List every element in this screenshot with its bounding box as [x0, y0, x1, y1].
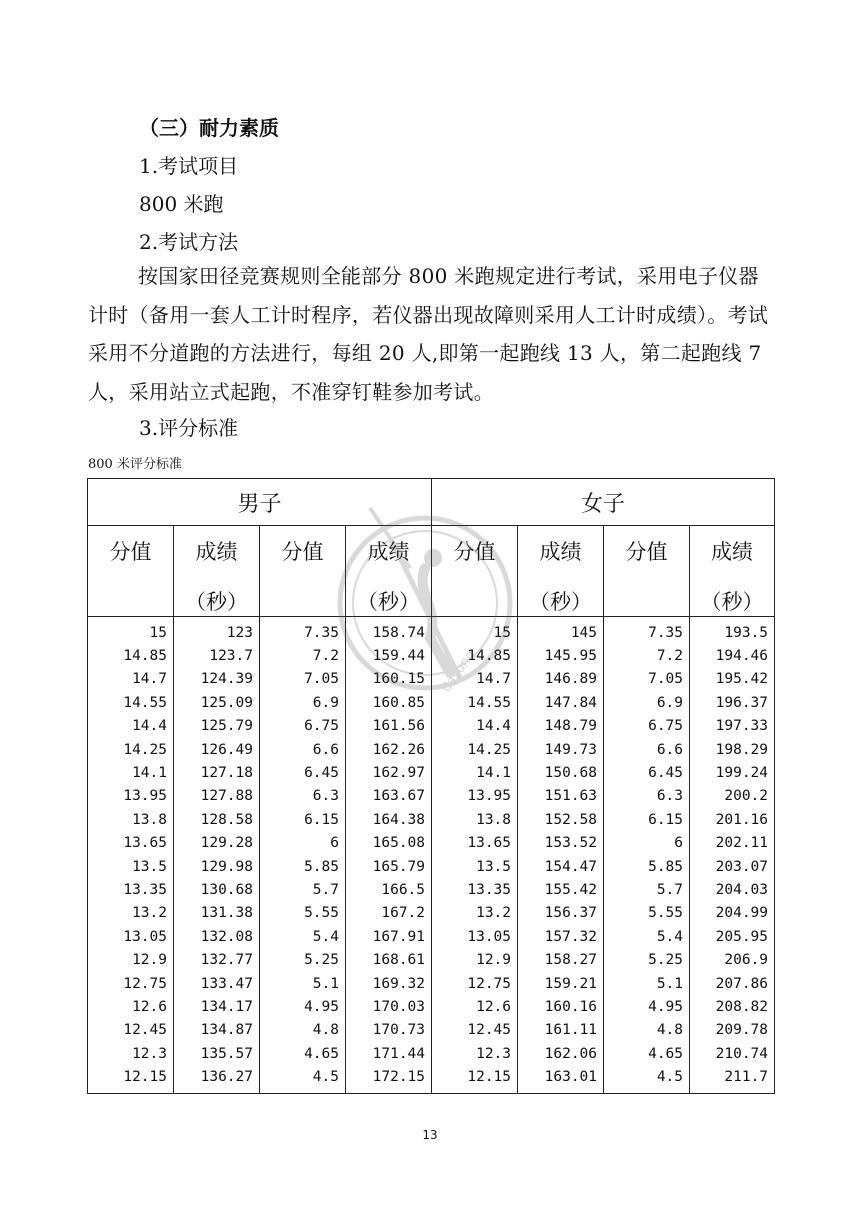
score-cell: 14.4: [88, 715, 174, 738]
female-result-header: [518, 526, 604, 617]
score-cell: 7.35: [260, 617, 346, 645]
score-cell: 4.8: [260, 1019, 346, 1042]
score-cell: 5.55: [604, 902, 690, 925]
table-row: [88, 925, 775, 948]
item1-body: 800 米跑: [139, 192, 224, 216]
result-cell: 163.01: [518, 1065, 604, 1093]
score-cell: 12.9: [88, 948, 174, 971]
table-row: [88, 761, 775, 784]
result-cell: 134.87: [174, 1019, 260, 1042]
score-cell: 12.9: [432, 948, 518, 971]
result-cell: 128.58: [174, 808, 260, 831]
table-row: [88, 785, 775, 808]
result-cell: 195.42: [690, 668, 775, 691]
score-cell: 5.85: [604, 855, 690, 878]
score-cell: 7.2: [604, 644, 690, 667]
result-cell: 152.58: [518, 808, 604, 831]
result-cell: 125.09: [174, 691, 260, 714]
table-row: [88, 902, 775, 925]
table-row: [88, 832, 775, 855]
score-cell: 7.05: [604, 668, 690, 691]
score-cell: 7.2: [260, 644, 346, 667]
score-cell: 13.35: [88, 878, 174, 901]
result-cell: 199.24: [690, 761, 775, 784]
result-cell: 201.16: [690, 808, 775, 831]
table-row: [88, 1042, 775, 1065]
table-row: [88, 855, 775, 878]
result-cell: 193.5: [690, 617, 775, 645]
score-cell: 5.7: [604, 878, 690, 901]
score-cell: 13.35: [432, 878, 518, 901]
score-cell: 13.05: [88, 925, 174, 948]
result-cell: 197.33: [690, 715, 775, 738]
male-result-header: [174, 526, 260, 617]
result-cell: 162.26: [346, 738, 432, 761]
score-cell: 6.9: [604, 691, 690, 714]
score-cell: 4.65: [604, 1042, 690, 1065]
result-cell: 158.27: [518, 948, 604, 971]
score-cell: 6.3: [604, 785, 690, 808]
score-cell: 13.05: [432, 925, 518, 948]
result-cell: 209.78: [690, 1019, 775, 1042]
result-cell: 211.7: [690, 1065, 775, 1093]
score-cell: 6: [604, 832, 690, 855]
table-row: [88, 715, 775, 738]
result-cell: 134.17: [174, 995, 260, 1018]
table-caption: 800 米评分标准: [88, 457, 182, 472]
score-cell: 4.95: [604, 995, 690, 1018]
result-cell: 172.15: [346, 1065, 432, 1093]
result-cell: 156.37: [518, 902, 604, 925]
result-cell: 210.74: [690, 1042, 775, 1065]
score-cell: 6: [260, 832, 346, 855]
result-cell: 202.11: [690, 832, 775, 855]
result-cell: 159.21: [518, 972, 604, 995]
result-cell: 132.08: [174, 925, 260, 948]
result-cell: 167.91: [346, 925, 432, 948]
result-cell: 203.07: [690, 855, 775, 878]
result-cell: 159.44: [346, 644, 432, 667]
score-cell: 5.25: [604, 948, 690, 971]
score-cell: 6.3: [260, 785, 346, 808]
item2-title: 2.考试方法: [139, 230, 239, 254]
item2-body: 按国家田径竞赛规则全能部分 800 米跑规定进行考试，采用电子仪器计时（备用一套人工计时程序，若仪器出现故障则采用人工计时成绩）。考试采用不分道跑的方法进行，每组 20 人,即第一起跑线 13 人，第二起跑线 7 人，采用站立式起跑，不准穿钉鞋参加考试。: [88, 264, 769, 404]
result-cell: 204.99: [690, 902, 775, 925]
result-cell: 148.79: [518, 715, 604, 738]
result-cell: 169.32: [346, 972, 432, 995]
score-cell: 12.3: [432, 1042, 518, 1065]
col-score-label: 分值: [281, 540, 324, 564]
watermark-seal: [330, 498, 520, 698]
result-cell: 147.84: [518, 691, 604, 714]
score-cell: 12.3: [88, 1042, 174, 1065]
score-cell: 6.9: [260, 691, 346, 714]
result-cell: 161.56: [346, 715, 432, 738]
score-cell: 14.55: [432, 691, 518, 714]
result-cell: 154.47: [518, 855, 604, 878]
col-score-label: 分值: [453, 540, 496, 564]
result-cell: 127.88: [174, 785, 260, 808]
col-result-label: 成绩: [711, 540, 754, 564]
result-cell: 155.42: [518, 878, 604, 901]
result-cell: 129.28: [174, 832, 260, 855]
result-cell: 164.38: [346, 808, 432, 831]
score-cell: 13.2: [432, 902, 518, 925]
col-result-label: 成绩: [367, 540, 410, 564]
result-cell: 131.38: [174, 902, 260, 925]
result-cell: 162.06: [518, 1042, 604, 1065]
result-cell: 207.86: [690, 972, 775, 995]
score-cell: 12.45: [88, 1019, 174, 1042]
score-cell: 14.85: [88, 644, 174, 667]
score-cell: 7.35: [604, 617, 690, 645]
result-cell: 161.11: [518, 1019, 604, 1042]
score-cell: 5.4: [604, 925, 690, 948]
result-cell: 124.39: [174, 668, 260, 691]
score-cell: 14.25: [88, 738, 174, 761]
section-heading: （三）耐力素质: [139, 116, 279, 140]
result-cell: 129.98: [174, 855, 260, 878]
score-cell: 13.65: [88, 832, 174, 855]
score-cell: 5.85: [260, 855, 346, 878]
result-cell: 123.7: [174, 644, 260, 667]
score-cell: 5.25: [260, 948, 346, 971]
score-cell: 12.6: [88, 995, 174, 1018]
score-cell: 6.6: [260, 738, 346, 761]
score-cell: 13.8: [88, 808, 174, 831]
table-row: [88, 878, 775, 901]
score-cell: 6.45: [604, 761, 690, 784]
result-cell: 165.08: [346, 832, 432, 855]
score-cell: 4.8: [604, 1019, 690, 1042]
result-cell: 123: [174, 617, 260, 645]
score-cell: 12.6: [432, 995, 518, 1018]
score-cell: 6.45: [260, 761, 346, 784]
result-cell: 196.37: [690, 691, 775, 714]
col-unit-label: （秒）: [357, 590, 420, 614]
result-cell: 204.03: [690, 878, 775, 901]
score-cell: 5.55: [260, 902, 346, 925]
score-cell: 14.1: [432, 761, 518, 784]
result-cell: 149.73: [518, 738, 604, 761]
score-cell: 5.1: [604, 972, 690, 995]
result-cell: 151.63: [518, 785, 604, 808]
result-cell: 165.79: [346, 855, 432, 878]
score-cell: 4.65: [260, 1042, 346, 1065]
score-cell: 13.65: [432, 832, 518, 855]
col-unit-label: （秒）: [529, 590, 593, 614]
col-unit-label: （秒）: [700, 590, 764, 614]
score-cell: 7.05: [260, 668, 346, 691]
score-cell: 6.15: [260, 808, 346, 831]
score-cell: 14.4: [432, 715, 518, 738]
result-cell: 163.67: [346, 785, 432, 808]
col-score-label: 分值: [625, 540, 668, 564]
result-cell: 127.18: [174, 761, 260, 784]
result-cell: 153.52: [518, 832, 604, 855]
score-cell: 14.25: [432, 738, 518, 761]
col-unit-label: （秒）: [185, 590, 248, 614]
score-cell: 6.75: [604, 715, 690, 738]
result-cell: 126.49: [174, 738, 260, 761]
result-cell: 157.32: [518, 925, 604, 948]
score-cell: 14.7: [432, 668, 518, 691]
result-cell: 205.95: [690, 925, 775, 948]
score-cell: 5.1: [260, 972, 346, 995]
score-cell: 4.5: [604, 1065, 690, 1093]
score-cell: 12.45: [432, 1019, 518, 1042]
score-cell: 6.15: [604, 808, 690, 831]
result-cell: 125.79: [174, 715, 260, 738]
table-row: [88, 948, 775, 971]
result-cell: 145: [518, 617, 604, 645]
score-cell: 13.95: [88, 785, 174, 808]
table-row: [88, 808, 775, 831]
male-header: 男子: [88, 479, 432, 526]
result-cell: 170.73: [346, 1019, 432, 1042]
result-cell: 166.5: [346, 878, 432, 901]
score-cell: 5.4: [260, 925, 346, 948]
watermark-text: dasung: [438, 647, 479, 696]
result-cell: 136.27: [174, 1065, 260, 1093]
female-score-header: [604, 526, 690, 617]
score-cell: 13.5: [88, 855, 174, 878]
score-cell: 12.75: [432, 972, 518, 995]
result-cell: 158.74: [346, 617, 432, 645]
col-result-label: 成绩: [539, 540, 582, 564]
score-cell: 13.95: [432, 785, 518, 808]
table-row: [88, 972, 775, 995]
col-result-label: 成绩: [195, 540, 238, 564]
score-cell: 13.2: [88, 902, 174, 925]
item3-title: 3.评分标准: [139, 416, 239, 440]
result-cell: 160.16: [518, 995, 604, 1018]
result-cell: 130.68: [174, 878, 260, 901]
result-cell: 198.29: [690, 738, 775, 761]
result-cell: 208.82: [690, 995, 775, 1018]
result-cell: 160.85: [346, 691, 432, 714]
result-cell: 167.2: [346, 902, 432, 925]
score-cell: 5.7: [260, 878, 346, 901]
result-cell: 162.97: [346, 761, 432, 784]
table-row: [88, 738, 775, 761]
result-cell: 145.95: [518, 644, 604, 667]
result-cell: 150.68: [518, 761, 604, 784]
result-cell: 171.44: [346, 1042, 432, 1065]
score-cell: 12.15: [88, 1065, 174, 1093]
item1-title: 1.考试项目: [139, 154, 239, 178]
page-number: 13: [422, 1128, 438, 1142]
female-header: 女子: [432, 479, 775, 526]
result-cell: 132.77: [174, 948, 260, 971]
score-cell: 6.6: [604, 738, 690, 761]
score-cell: 13.5: [432, 855, 518, 878]
score-cell: 15: [88, 617, 174, 645]
result-cell: 168.61: [346, 948, 432, 971]
score-cell: 12.75: [88, 972, 174, 995]
score-cell: 14.85: [432, 644, 518, 667]
col-score-label: 分值: [109, 540, 152, 564]
score-cell: 12.15: [432, 1065, 518, 1093]
result-cell: 206.9: [690, 948, 775, 971]
result-cell: 133.47: [174, 972, 260, 995]
score-cell: 14.1: [88, 761, 174, 784]
score-cell: 6.75: [260, 715, 346, 738]
result-cell: 200.2: [690, 785, 775, 808]
score-cell: 4.5: [260, 1065, 346, 1093]
result-cell: 135.57: [174, 1042, 260, 1065]
result-cell: 160.15: [346, 668, 432, 691]
table-row: [88, 995, 775, 1018]
table-row: [88, 1065, 775, 1093]
result-cell: 194.46: [690, 644, 775, 667]
score-cell: 14.55: [88, 691, 174, 714]
male-score-header: [88, 526, 174, 617]
score-cell: 15: [432, 617, 518, 645]
female-result-header: [690, 526, 775, 617]
table-row: [88, 1019, 775, 1042]
result-cell: 170.03: [346, 995, 432, 1018]
score-cell: 14.7: [88, 668, 174, 691]
score-cell: 13.8: [432, 808, 518, 831]
result-cell: 146.89: [518, 668, 604, 691]
score-cell: 4.95: [260, 995, 346, 1018]
